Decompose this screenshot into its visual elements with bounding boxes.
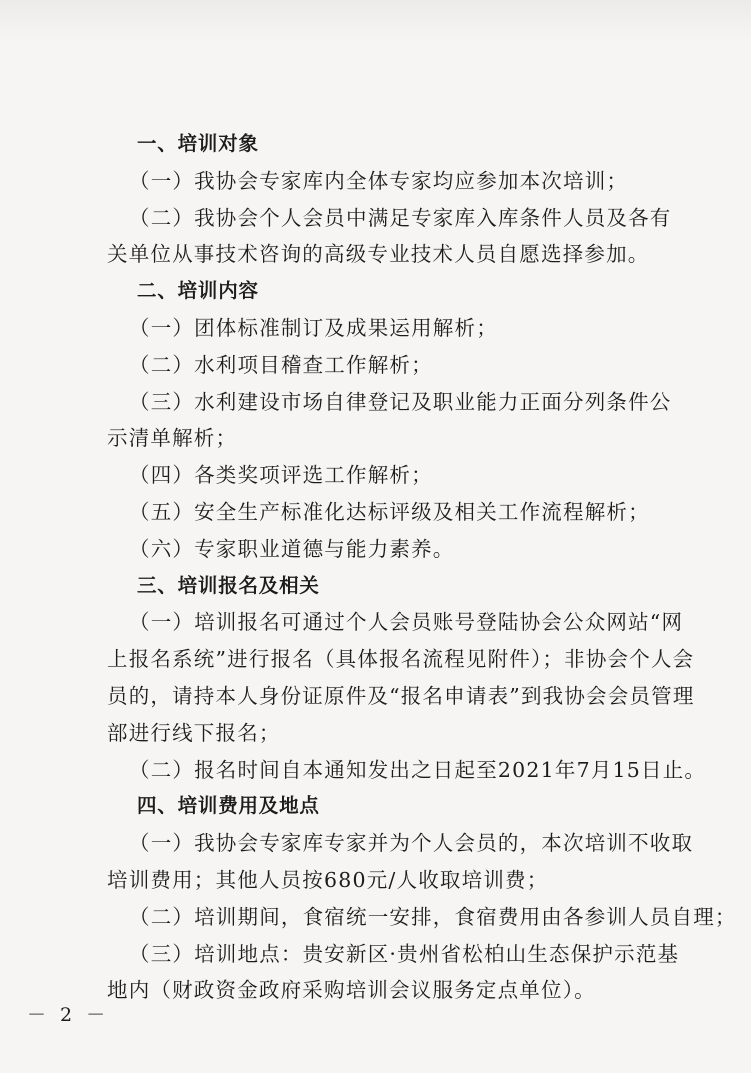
paragraph-line: （一）团体标准制订及成果运用解析；	[129, 315, 498, 340]
document-body	[107, 126, 737, 1009]
paragraph-line: （二）我协会个人会员中满足专家库入库条件人员及各有	[129, 205, 672, 230]
paragraph-line: 上报名系统”进行报名（具体报名流程见附件）；非协会个人会	[107, 647, 695, 672]
paragraph-line: （一）我协会专家库内全体专家均应参加本次培训；	[129, 168, 629, 193]
paragraph-line: 示清单解析；	[107, 426, 238, 451]
section-heading: 三、培训报名及相关	[137, 573, 320, 597]
paragraph-line: 关单位从事技术咨询的高级专业技术人员自愿选择参加。	[107, 242, 650, 267]
section-heading: 四、培训费用及地点	[137, 794, 320, 818]
paragraph-line: （二）水利项目稽查工作解析；	[129, 352, 433, 377]
scan-shadow	[0, 0, 751, 42]
section-heading: 一、培训对象	[137, 132, 259, 155]
paragraph-line: （一）培训报名可通过个人会员账号登陆协会公众网站“网	[129, 610, 684, 635]
paragraph-line: （三）水利建设市场自律登记及职业能力正面分列条件公	[129, 389, 672, 414]
paragraph-line: （二）报名时间自本通知发出之日起至2021年7月15日止。	[129, 757, 707, 782]
paragraph-line: （三）培训地点：贵安新区·贵州省松柏山生态保护示范基	[129, 941, 680, 966]
paragraph-line: 培训费用；其他人员按680元/人收取培训费；	[107, 867, 549, 892]
paragraph-line: （一）我协会专家库专家并为个人会员的，本次培训不收取	[129, 831, 694, 856]
paragraph-line: （二）培训期间，食宿统一安排，食宿费用由各参训人员自理；	[129, 904, 737, 929]
paragraph-line: 员的，请持本人身份证原件及“报名申请表”到我协会会员管理	[107, 683, 695, 708]
paragraph-line: （四）各类奖项评选工作解析；	[129, 463, 433, 488]
paragraph-line: （六）专家职业道德与能力素养。	[129, 536, 455, 561]
paragraph-line: 地内（财政资金政府采购培训会议服务定点单位）。	[107, 978, 596, 1003]
paragraph-line: 部进行线下报名；	[107, 720, 281, 745]
page-number: － 2 －	[27, 1004, 110, 1026]
paragraph-line: （五）安全生产标准化达标评级及相关工作流程解析；	[129, 499, 650, 524]
section-heading: 二、培训内容	[137, 279, 259, 303]
